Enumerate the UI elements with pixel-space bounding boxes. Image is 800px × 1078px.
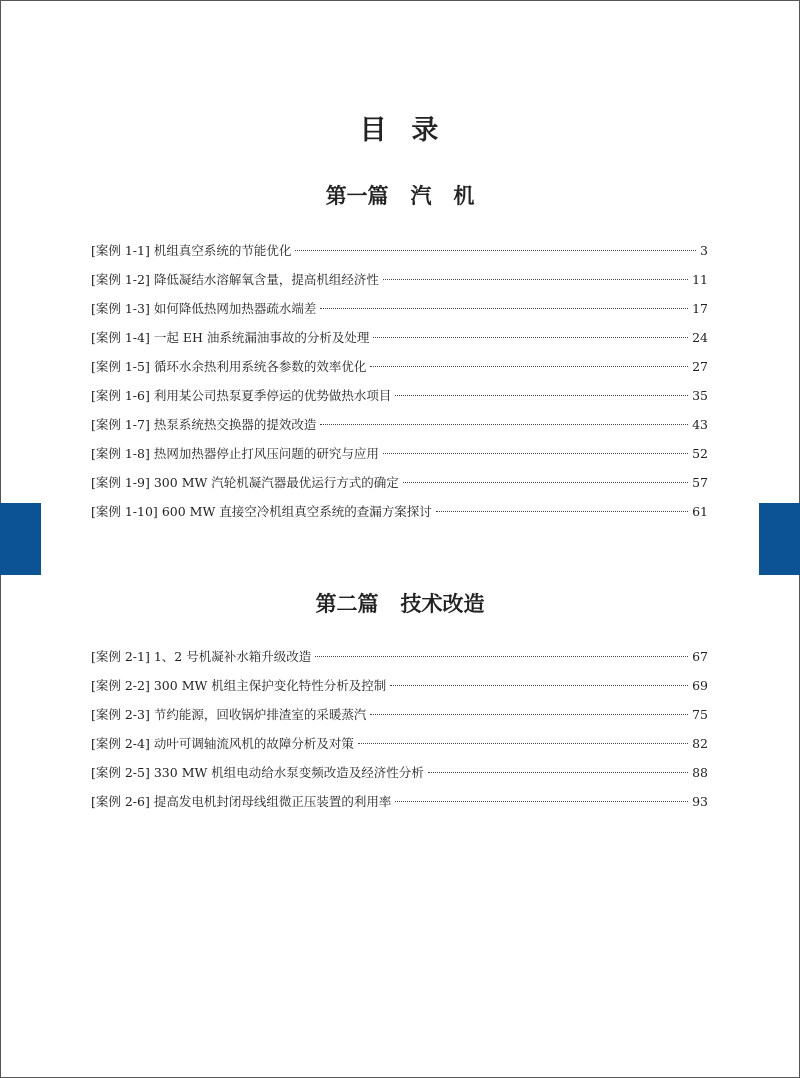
toc-entry[interactable] — [91, 269, 708, 298]
entry-title: 利用某公司热泵夏季停运的优势做热水项目 — [153, 388, 392, 403]
entry-label: [案例 1-1] — [91, 243, 150, 258]
entry-label: [案例 2-1] — [91, 649, 150, 664]
entry-page-number: 67 — [692, 649, 708, 664]
toc-entry[interactable] — [91, 733, 708, 762]
entry-page-number: 11 — [692, 272, 708, 287]
dot-leader — [370, 714, 688, 715]
dot-leader — [358, 743, 688, 744]
entry-label: [案例 1-8] — [91, 446, 150, 461]
entry-title: 提高发电机封闭母线组微正压装置的利用率 — [153, 794, 392, 809]
entry-label: [案例 1-10] — [91, 504, 158, 519]
part-1-title: 第一篇 汽 机 — [325, 184, 475, 208]
entry-page-number: 17 — [692, 301, 708, 316]
part-2-entries — [91, 646, 708, 820]
toc-entry[interactable] — [91, 762, 708, 791]
toc-entry[interactable] — [91, 646, 708, 675]
entry-label: [案例 1-2] — [91, 272, 150, 287]
toc-entry[interactable] — [91, 791, 708, 820]
entry-label: [案例 1-5] — [91, 359, 150, 374]
entry-label: [案例 2-6] — [91, 794, 150, 809]
entry-page-number: 93 — [692, 794, 708, 809]
entry-page-number: 35 — [692, 388, 708, 403]
dot-leader — [390, 685, 688, 686]
dot-leader — [403, 482, 688, 483]
toc-entry[interactable] — [91, 298, 708, 327]
entry-page-number: 82 — [692, 736, 708, 751]
dot-leader — [295, 250, 696, 251]
entry-label: [案例 2-2] — [91, 678, 150, 693]
dot-leader — [373, 337, 688, 338]
dot-leader — [428, 772, 688, 773]
entry-page-number: 43 — [692, 417, 708, 432]
entry-title: 降低凝结水溶解氧含量，提高机组经济性 — [153, 272, 379, 287]
dot-leader — [315, 656, 688, 657]
dot-leader — [383, 279, 688, 280]
toc-entry[interactable] — [91, 327, 708, 356]
entry-label: [案例 1-4] — [91, 330, 150, 345]
entry-page-number: 75 — [692, 707, 708, 722]
entry-title: 节约能源，回收锅炉排渣室的采暖蒸汽 — [153, 707, 367, 722]
entry-label: [案例 2-5] — [91, 765, 150, 780]
entry-title: 600 MW 直接空冷机组真空系统的查漏方案探讨 — [161, 504, 432, 519]
dot-leader — [436, 511, 688, 512]
toc-entry[interactable] — [91, 675, 708, 704]
entry-label: [案例 2-4] — [91, 736, 150, 751]
entry-title: 1、2 号机凝补水箱升级改造 — [153, 649, 312, 664]
entry-page-number: 24 — [692, 330, 708, 345]
entry-label: [案例 1-9] — [91, 475, 150, 490]
dot-leader — [320, 424, 688, 425]
entry-label: [案例 2-3] — [91, 707, 150, 722]
entry-title: 热网加热器停止打风压问题的研究与应用 — [153, 446, 379, 461]
entry-label: [案例 1-6] — [91, 388, 150, 403]
toc-entry[interactable] — [91, 443, 708, 472]
toc-entry[interactable] — [91, 385, 708, 414]
entry-title: 300 MW 汽轮机凝汽器最优运行方式的确定 — [153, 475, 399, 490]
entry-label: [案例 1-3] — [91, 301, 150, 316]
entry-title: 循环水余热利用系统各参数的效率优化 — [153, 359, 367, 374]
part-2-title: 第二篇 技术改造 — [315, 592, 485, 616]
toc-entry[interactable] — [91, 414, 708, 443]
toc-entry[interactable] — [91, 472, 708, 501]
entry-title: 330 MW 机组电动给水泵变频改造及经济性分析 — [153, 765, 424, 780]
entry-title: 如何降低热网加热器疏水端差 — [153, 301, 317, 316]
toc-entry[interactable] — [91, 501, 708, 530]
dot-leader — [320, 308, 688, 309]
entry-page-number: 69 — [692, 678, 708, 693]
side-tab-right — [759, 503, 800, 575]
entry-page-number: 88 — [692, 765, 708, 780]
toc-entry[interactable] — [91, 704, 708, 733]
entry-title: 动叶可调轴流风机的故障分析及对策 — [153, 736, 354, 751]
dot-leader — [395, 395, 688, 396]
entry-title: 一起 EH 油系统漏油事故的分析及处理 — [153, 330, 370, 345]
entry-title: 热泵系统热交换器的提效改造 — [153, 417, 317, 432]
toc-title: 目 录 — [359, 115, 441, 146]
dot-leader — [370, 366, 688, 367]
side-tab-left — [0, 503, 41, 575]
entry-page-number: 3 — [700, 243, 708, 258]
entry-page-number: 27 — [692, 359, 708, 374]
part-1-entries — [91, 240, 708, 530]
entry-label: [案例 1-7] — [91, 417, 150, 432]
entry-page-number: 61 — [692, 504, 708, 519]
toc-entry[interactable] — [91, 240, 708, 269]
dot-leader — [395, 801, 688, 802]
entry-page-number: 57 — [692, 475, 708, 490]
dot-leader — [383, 453, 688, 454]
entry-title: 300 MW 机组主保护变化特性分析及控制 — [153, 678, 387, 693]
entry-page-number: 52 — [692, 446, 708, 461]
entry-title: 机组真空系统的节能优化 — [153, 243, 292, 258]
toc-entry[interactable] — [91, 356, 708, 385]
